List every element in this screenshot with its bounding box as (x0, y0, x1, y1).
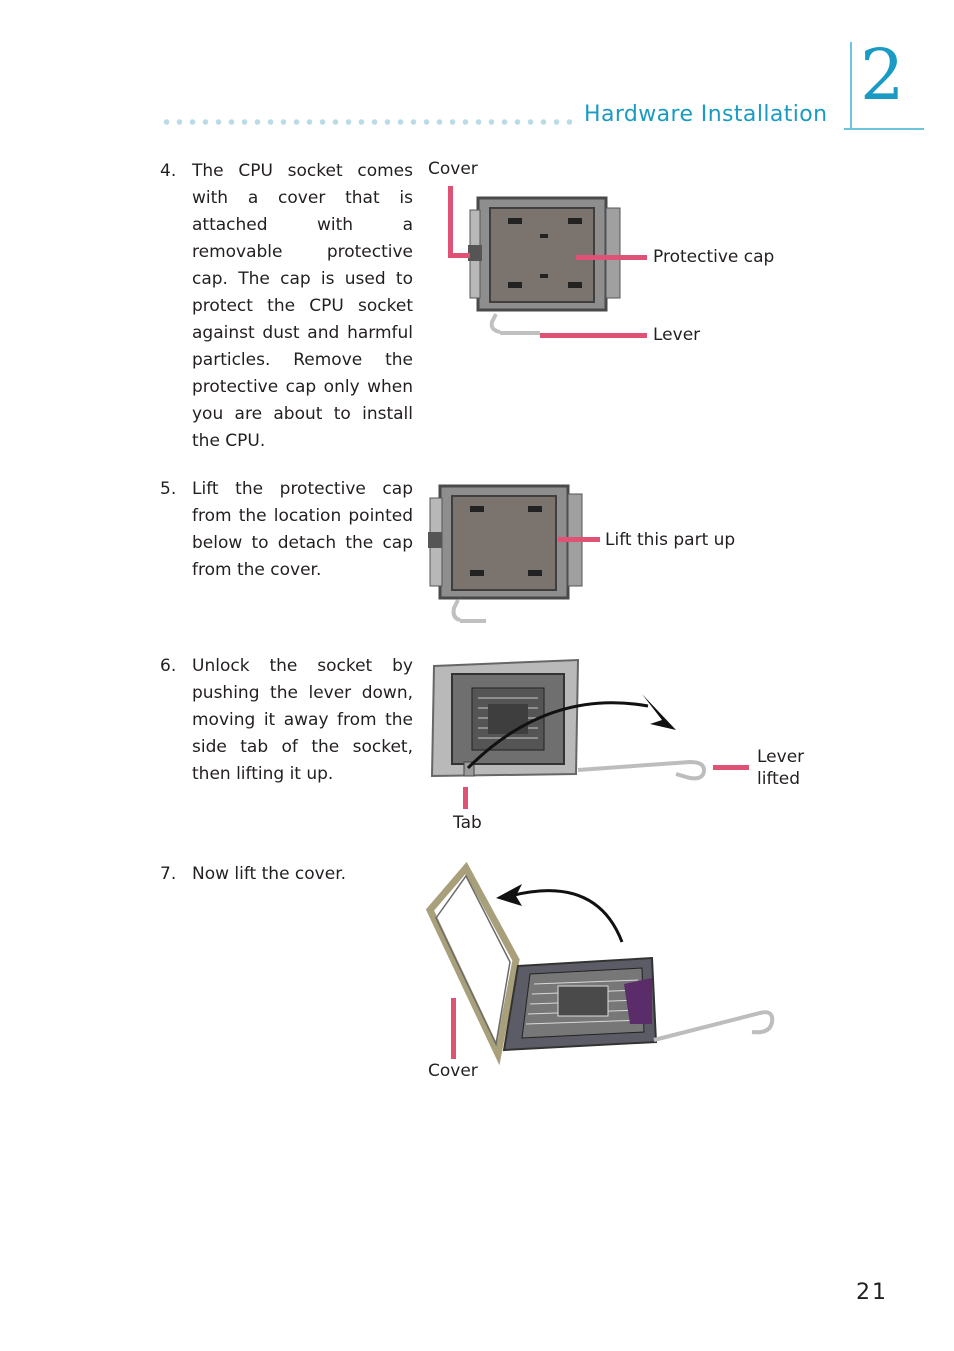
step-number: 7. (160, 864, 177, 884)
lever-lifted-label-line1: Lever (757, 747, 805, 767)
cover-label-2: Cover (428, 1061, 478, 1081)
step-4 (160, 158, 413, 455)
chapter-number: 2 (860, 34, 905, 116)
lift-cover-figure (426, 864, 786, 1060)
cover-callout-line-2 (451, 998, 456, 1059)
step-text: The CPU socket comes with a cover that is attached with a removable protective cap. The cap is used to protect the CPU socket against dust and harmful particles. Remove the protective cap only when you are about to install the CPU. (192, 161, 413, 451)
lever-lifted-label-line2: lifted (757, 769, 801, 789)
step-5 (160, 476, 413, 584)
lever-lifted-callout-line (713, 765, 749, 770)
tab-label: Tab (453, 813, 482, 833)
cover-label: Cover (428, 159, 478, 179)
lift-callout-line (558, 537, 600, 542)
section-title: Hardware Installation (584, 102, 828, 127)
unlock-lever-figure (428, 658, 718, 788)
socket-cover-figure (460, 190, 630, 350)
protective-cap-callout-line (576, 255, 647, 260)
lever-label: Lever (653, 325, 701, 345)
lever-callout-line (540, 333, 647, 338)
header-dot-rule (160, 118, 572, 126)
page-number: 21 (856, 1280, 888, 1305)
protective-cap-label: Protective cap (653, 247, 775, 267)
cover-callout-line (448, 253, 470, 258)
step-number: 5. (160, 479, 177, 499)
step-number: 6. (160, 656, 177, 676)
step-text: Lift the protective cap from the location pointed below to detach the cap from the cover. (192, 479, 413, 580)
step-text: Now lift the cover. (192, 864, 347, 884)
lift-this-part-up-label: Lift this part up (605, 530, 736, 550)
tab-callout-line (463, 787, 468, 809)
step-number: 4. (160, 161, 177, 181)
lift-cap-figure (424, 480, 584, 630)
cover-callout-line (448, 186, 453, 257)
step-7 (160, 861, 413, 888)
step-text: Unlock the socket by pushing the lever down, moving it away from the side tab of the socket, then lifting it up. (192, 656, 413, 784)
step-6 (160, 653, 413, 788)
